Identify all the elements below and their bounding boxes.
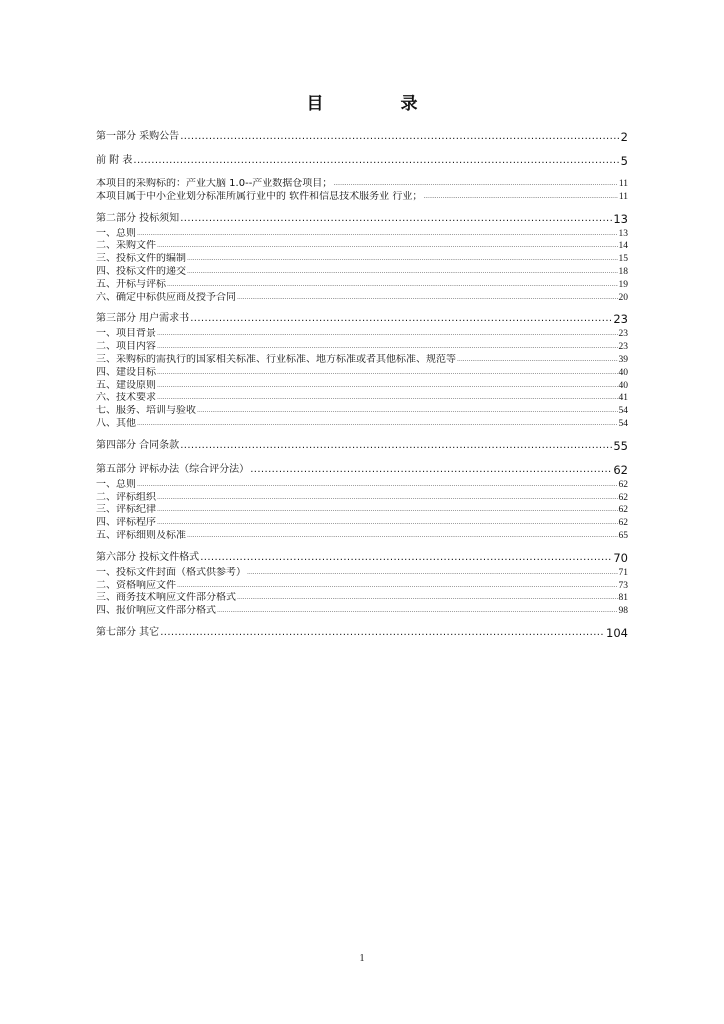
dot-leader xyxy=(157,504,618,517)
toc-entry-label: 三、投标文件的编制 xyxy=(96,253,186,265)
toc-entry-label: 三、商务技术响应文件部分格式 xyxy=(96,592,236,604)
toc-entry-item[interactable] xyxy=(96,328,628,341)
dot-leader xyxy=(237,292,618,305)
toc-entry-label: 八、其他 xyxy=(96,417,136,429)
toc-entry-item[interactable] xyxy=(96,341,628,354)
toc-entry-page: 11 xyxy=(618,179,628,189)
toc-entry-item[interactable] xyxy=(96,567,628,580)
dot-leader xyxy=(133,152,619,170)
toc-entry-label: 一、项目背景 xyxy=(96,328,156,340)
toc-entry-item[interactable] xyxy=(96,266,628,279)
toc-entry-item[interactable] xyxy=(96,530,628,543)
toc-entry-item[interactable] xyxy=(96,580,628,593)
toc-entry-item[interactable] xyxy=(96,191,628,204)
page-title: 目 录 xyxy=(306,94,448,114)
toc-entry-item[interactable] xyxy=(96,178,628,191)
toc-entry-item[interactable] xyxy=(96,605,628,618)
toc-entry-label: 四、投标文件的递交 xyxy=(96,265,186,277)
toc-entry-page: 11 xyxy=(618,191,628,202)
toc-entry-page: 41 xyxy=(618,393,628,404)
dot-leader xyxy=(200,549,612,567)
toc-entry-label: 第五部分 评标办法（综合评分法） xyxy=(96,463,250,475)
dot-leader xyxy=(157,392,618,405)
dot-leader xyxy=(333,178,618,191)
toc-entry-part[interactable] xyxy=(96,152,628,170)
toc-entry-page: 13 xyxy=(618,228,628,239)
dot-leader xyxy=(250,461,612,479)
dot-leader xyxy=(157,328,618,341)
toc-entry-page: 62 xyxy=(618,492,628,503)
toc-entry-page: 40 xyxy=(618,380,628,391)
toc-entry-page: 14 xyxy=(618,241,628,252)
toc-entry-item[interactable] xyxy=(96,380,628,393)
toc-entry-page: 23 xyxy=(618,329,628,340)
toc-entry-page: 39 xyxy=(618,354,628,365)
toc-entry-page: 15 xyxy=(618,254,628,265)
toc-entry-item[interactable] xyxy=(96,253,628,266)
dot-leader xyxy=(137,418,618,431)
toc-entry-label: 四、建设目标 xyxy=(96,366,156,378)
toc-entry-part[interactable] xyxy=(96,310,628,328)
toc-entry-part[interactable] xyxy=(96,461,628,479)
toc-entry-label: 第七部分 其它 xyxy=(96,626,160,638)
toc-entry-item[interactable] xyxy=(96,418,628,431)
page-number: 1 xyxy=(359,953,365,964)
dot-leader xyxy=(180,128,619,146)
toc-entry-label: 第一部分 采购公告 xyxy=(96,131,180,142)
toc-entry-label: 一、总则 xyxy=(96,478,136,490)
toc-entry-label: 二、评标组织 xyxy=(96,491,156,503)
toc-entry-label: 二、项目内容 xyxy=(96,341,156,353)
toc-entry-page: 54 xyxy=(618,406,628,417)
toc-entry-part[interactable] xyxy=(96,437,628,455)
toc-entry-label: 五、建设原则 xyxy=(96,379,156,391)
dot-leader xyxy=(180,210,612,228)
dot-leader xyxy=(237,592,618,605)
dot-leader xyxy=(190,310,612,328)
toc-entry-page: 13 xyxy=(613,211,628,226)
toc-entry-label: 第二部分 投标须知 xyxy=(96,212,180,224)
toc-entry-item[interactable] xyxy=(96,292,628,305)
table-of-contents xyxy=(96,128,628,642)
dot-leader xyxy=(247,567,618,580)
dot-leader xyxy=(197,405,618,418)
dot-leader xyxy=(157,240,618,253)
dot-leader xyxy=(187,530,618,543)
dot-leader xyxy=(157,380,618,393)
toc-entry-label: 二、资格响应文件 xyxy=(96,579,176,591)
dot-leader xyxy=(157,341,618,354)
toc-entry-item[interactable] xyxy=(96,392,628,405)
toc-entry-page: 18 xyxy=(618,266,628,277)
toc-entry-page: 5 xyxy=(620,154,628,168)
toc-entry-part[interactable] xyxy=(96,624,628,642)
toc-entry-page: 23 xyxy=(613,312,628,327)
toc-entry-label: 四、评标程序 xyxy=(96,517,156,529)
dot-leader xyxy=(157,367,618,380)
dot-leader xyxy=(187,266,618,279)
dot-leader xyxy=(137,479,618,492)
toc-entry-page: 23 xyxy=(618,342,628,353)
toc-entry-page: 55 xyxy=(613,438,628,453)
toc-entry-label: 本项目的采购标的：产业大脑 1.0--产业数据仓项目； xyxy=(96,178,333,189)
toc-entry-page: 70 xyxy=(613,550,628,565)
toc-entry-item[interactable] xyxy=(96,240,628,253)
toc-entry-label: 四、报价响应文件部分格式 xyxy=(96,605,216,617)
dot-leader xyxy=(177,580,618,593)
toc-entry-item[interactable] xyxy=(96,504,628,517)
dot-leader xyxy=(217,605,618,618)
toc-entry-label: 五、评标细则及标准 xyxy=(96,529,186,541)
toc-entry-page: 65 xyxy=(618,530,628,541)
toc-entry-page: 73 xyxy=(618,580,628,591)
toc-entry-page: 104 xyxy=(606,625,628,640)
toc-entry-page: 54 xyxy=(618,418,628,429)
toc-entry-page: 62 xyxy=(618,518,628,529)
dot-leader xyxy=(157,492,618,505)
toc-entry-item[interactable] xyxy=(96,228,628,241)
toc-entry-page: 2 xyxy=(620,130,628,144)
toc-entry-label: 七、服务、培训与验收 xyxy=(96,405,196,417)
toc-entry-part[interactable] xyxy=(96,210,628,228)
toc-entry-label: 一、投标文件封面（格式供参考） xyxy=(96,566,246,578)
dot-leader xyxy=(457,354,618,367)
toc-entry-item[interactable] xyxy=(96,367,628,380)
toc-entry-page: 62 xyxy=(618,479,628,490)
toc-entry-label: 第三部分 用户需求书 xyxy=(96,313,190,325)
toc-entry-page: 19 xyxy=(618,279,628,290)
toc-entry-label: 一、总则 xyxy=(96,227,136,239)
toc-entry-item[interactable] xyxy=(96,592,628,605)
toc-entry-item[interactable] xyxy=(96,492,628,505)
toc-entry-item[interactable] xyxy=(96,517,628,530)
dot-leader xyxy=(137,228,618,241)
dot-leader xyxy=(423,191,617,204)
toc-entry-label: 三、采购标的需执行的国家相关标准、行业标准、地方标准或者其他标准、规范等 xyxy=(96,353,456,365)
dot-leader xyxy=(187,253,618,266)
toc-entry-page: 40 xyxy=(618,367,628,378)
toc-entry-label: 三、评标纪律 xyxy=(96,504,156,516)
toc-entry-item[interactable] xyxy=(96,354,628,367)
toc-entry-page: 62 xyxy=(613,462,628,477)
toc-entry-label: 前 附 表 xyxy=(96,155,133,166)
toc-entry-item[interactable] xyxy=(96,405,628,418)
toc-entry-label: 二、采购文件 xyxy=(96,240,156,252)
toc-entry-page: 62 xyxy=(618,505,628,516)
toc-entry-item[interactable] xyxy=(96,479,628,492)
toc-entry-label: 六、技术要求 xyxy=(96,392,156,404)
toc-entry-part[interactable] xyxy=(96,128,628,146)
toc-entry-item[interactable] xyxy=(96,279,628,292)
toc-entry-label: 五、开标与评标 xyxy=(96,278,166,290)
toc-entry-label: 六、确定中标供应商及授予合同 xyxy=(96,291,236,303)
dot-leader xyxy=(180,437,612,455)
toc-entry-page: 71 xyxy=(618,567,628,578)
toc-entry-page: 81 xyxy=(618,593,628,604)
toc-entry-page: 98 xyxy=(618,606,628,617)
toc-entry-label: 第四部分 合同条款 xyxy=(96,439,180,451)
toc-entry-label: 本项目属于中小企业划分标准所属行业中的 软件和信息技术服务业 行业； xyxy=(96,190,423,202)
toc-entry-part[interactable] xyxy=(96,549,628,567)
dot-leader xyxy=(167,279,618,292)
dot-leader xyxy=(160,624,605,642)
toc-entry-page: 20 xyxy=(618,292,628,303)
dot-leader xyxy=(157,517,618,530)
toc-entry-label: 第六部分 投标文件格式 xyxy=(96,551,200,563)
